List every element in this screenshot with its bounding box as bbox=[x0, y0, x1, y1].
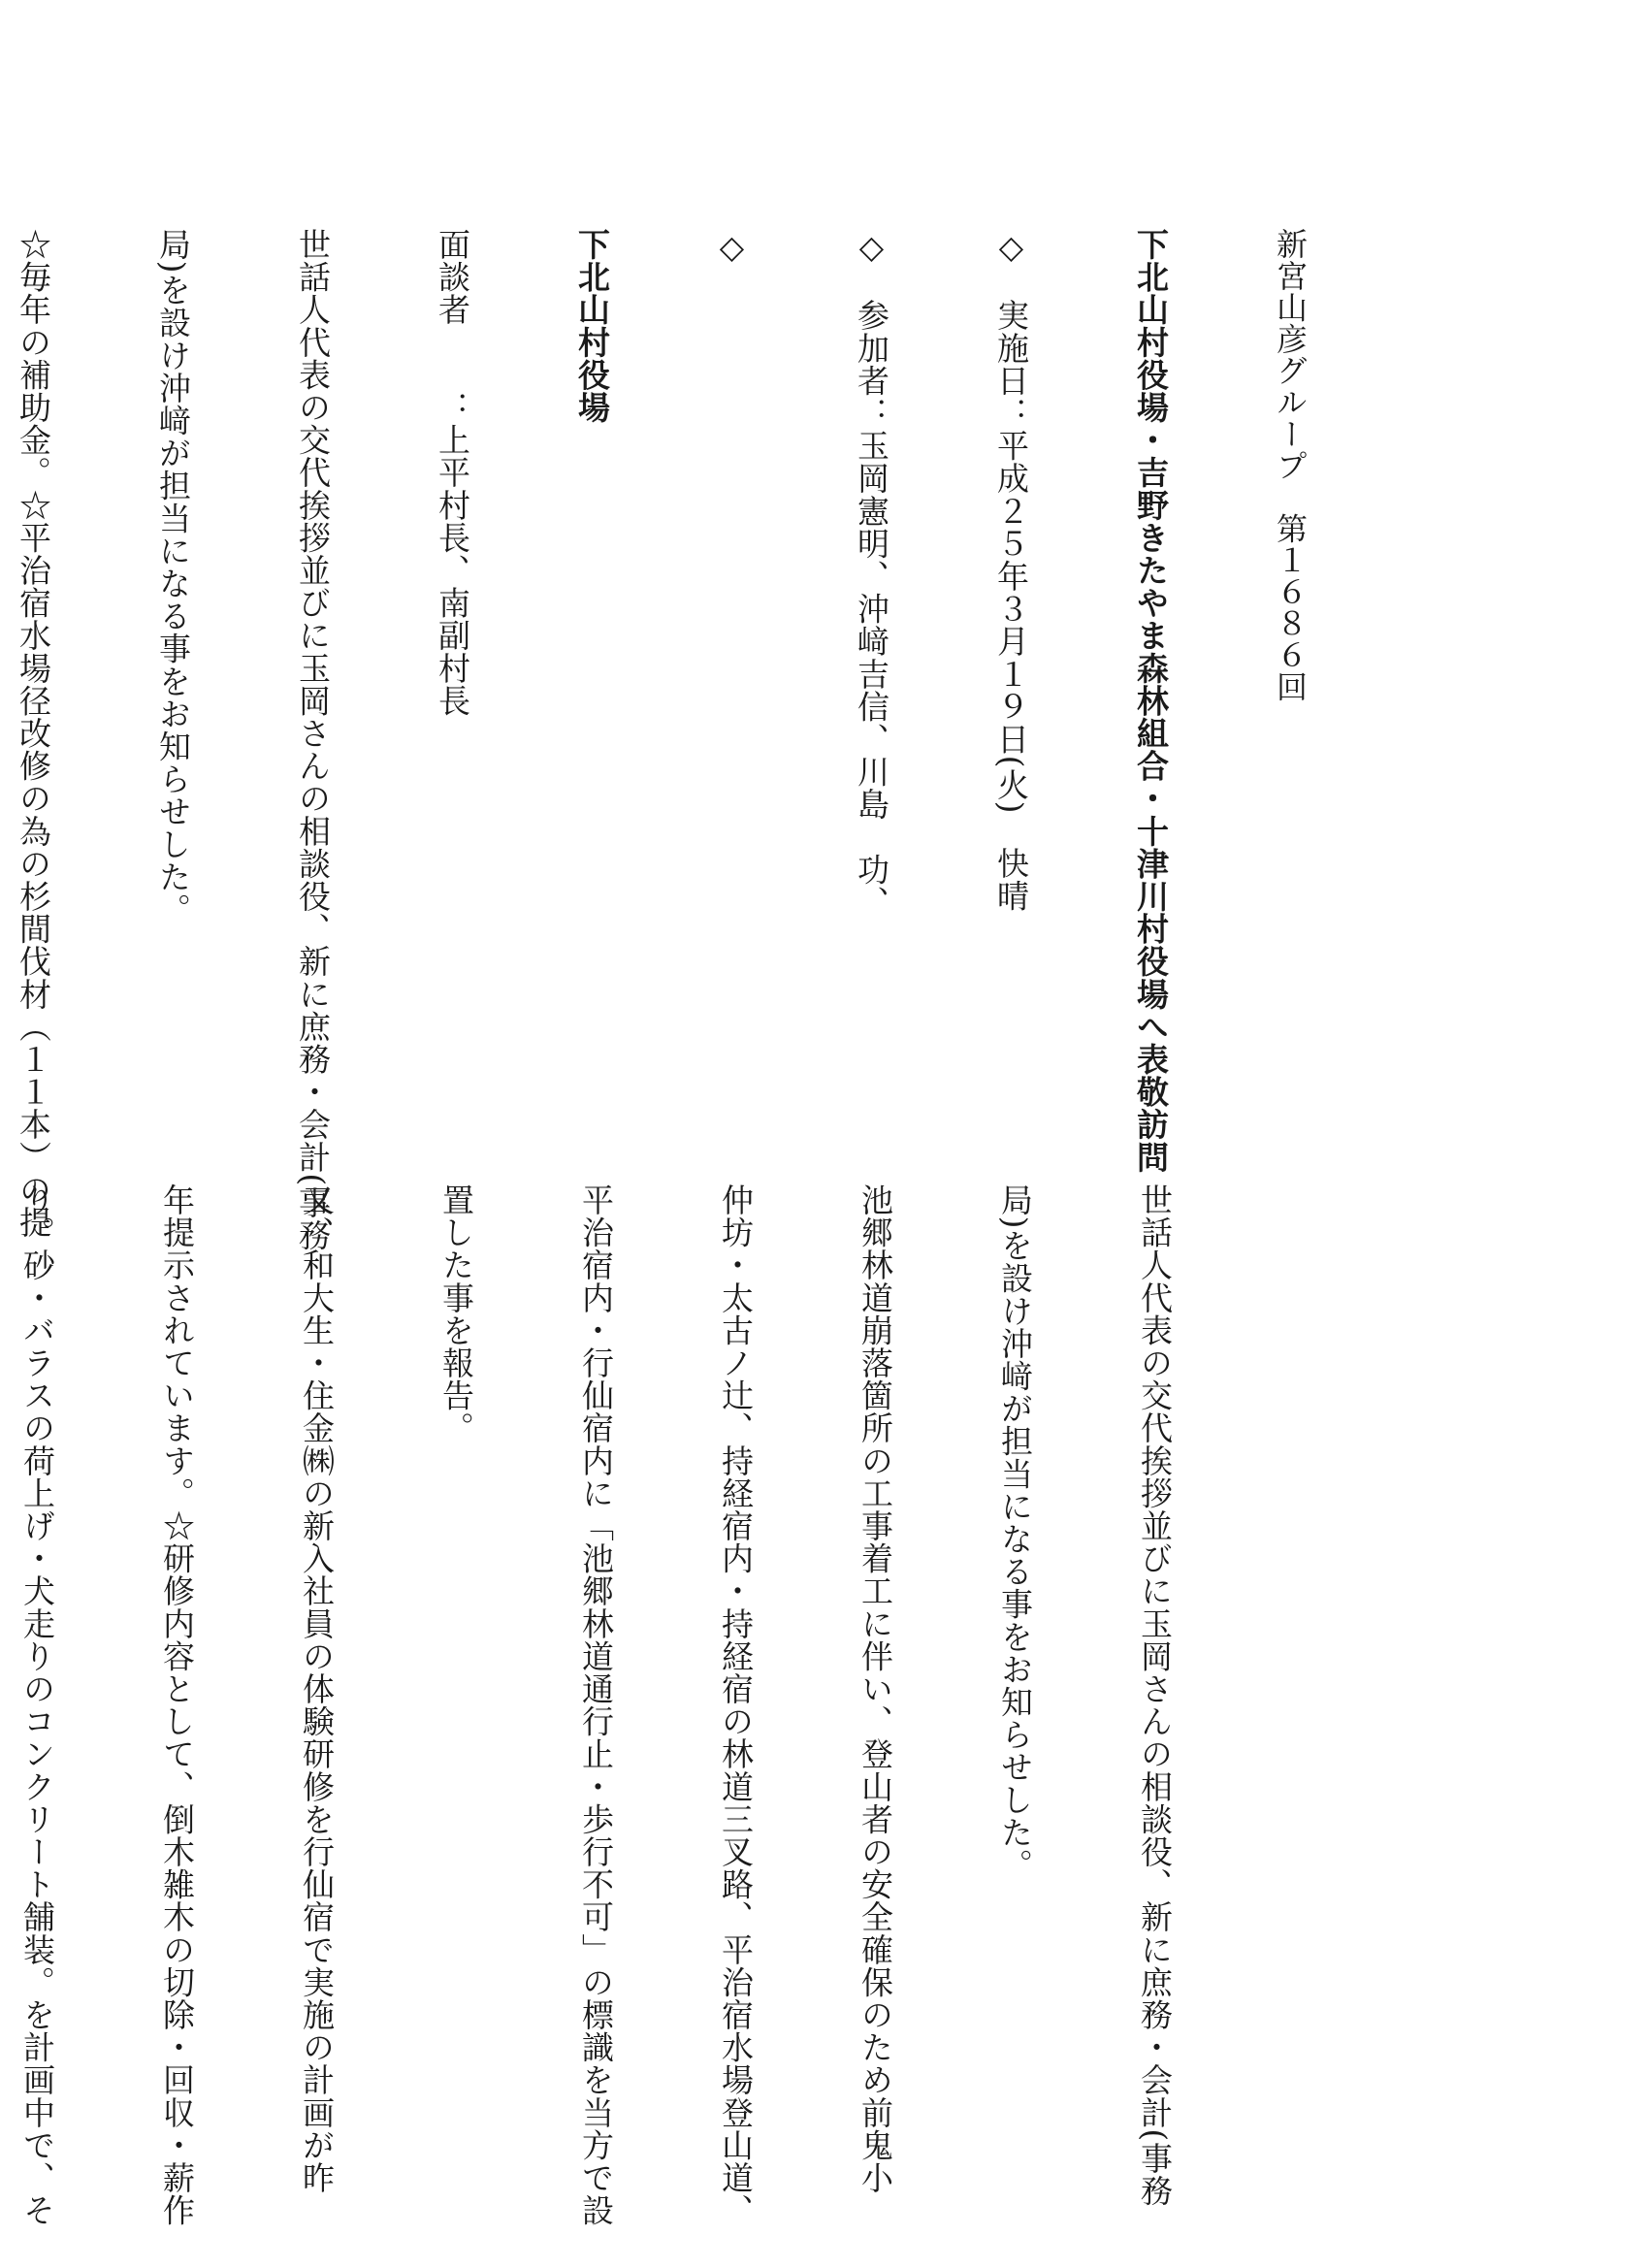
group-meeting-number: 新宮山彦グループ 第１６８６回 bbox=[1272, 228, 1309, 702]
text-line: 世話人代表の交代挨拶並びに玉岡さんの相談役、新に庶務・会計(事務 bbox=[294, 228, 332, 1252]
text-line: 又、和大生・住金㈱の新入社員の体験研修を行仙宿で実施の計画が昨 bbox=[298, 1183, 336, 2194]
text-line: 年提示されています。☆研修内容として、倒木雑木の切除・回収・薪作 bbox=[158, 1183, 196, 2227]
text-line: ☆毎年の補助金。☆平治宿水場径改修の為の杉間伐材（１１本）の提 bbox=[15, 228, 52, 1239]
text-line: り。砂・バラスの荷上げ・犬走りのコンクリート舗装。を計画中で、そ bbox=[18, 1183, 56, 2227]
date-line: ◇ 実施日：平成２５年３月１９日(火) 快晴 bbox=[992, 228, 1030, 912]
lower-text-block bbox=[18, 1183, 1271, 2227]
diamond-marker: ◇ bbox=[713, 228, 751, 267]
section-heading-shimokitayama: 下北山村役場 bbox=[573, 228, 611, 424]
upper-text-block bbox=[15, 228, 1406, 1252]
text-line: 仲坊・太古ノ辻、持経宿内・持経宿の林道三叉路、平治宿水場登山道、 bbox=[717, 1183, 755, 2227]
participants-line: ◇ 参加者：玉岡憲明、沖﨑吉信、川島 功、 bbox=[853, 228, 890, 919]
document-title: 下北山村役場・吉野きたやま森林組合・十津川村役場へ表敬訪問 bbox=[1132, 228, 1170, 1174]
text-line: 世話人代表の交代挨拶並びに玉岡さんの相談役、新に庶務・会計(事務 bbox=[1136, 1183, 1174, 2208]
text-line: 池郷林道崩落箇所の工事着工に伴い、登山者の安全確保のため前鬼小 bbox=[857, 1183, 894, 2194]
text-line: 局)を設け沖﨑が担当になる事をお知らせした。 bbox=[154, 228, 192, 926]
text-line: 面談者 ：上平村長、南副村長 bbox=[434, 228, 471, 717]
text-line: 置した事を報告。 bbox=[437, 1183, 475, 1444]
text-line: 平治宿内・行仙宿内に「池郷林道通行止・歩行不可」の標識を当方で設 bbox=[577, 1183, 615, 2227]
text-line: 局)を設け沖﨑が担当になる事をお知らせした。 bbox=[996, 1183, 1034, 1882]
